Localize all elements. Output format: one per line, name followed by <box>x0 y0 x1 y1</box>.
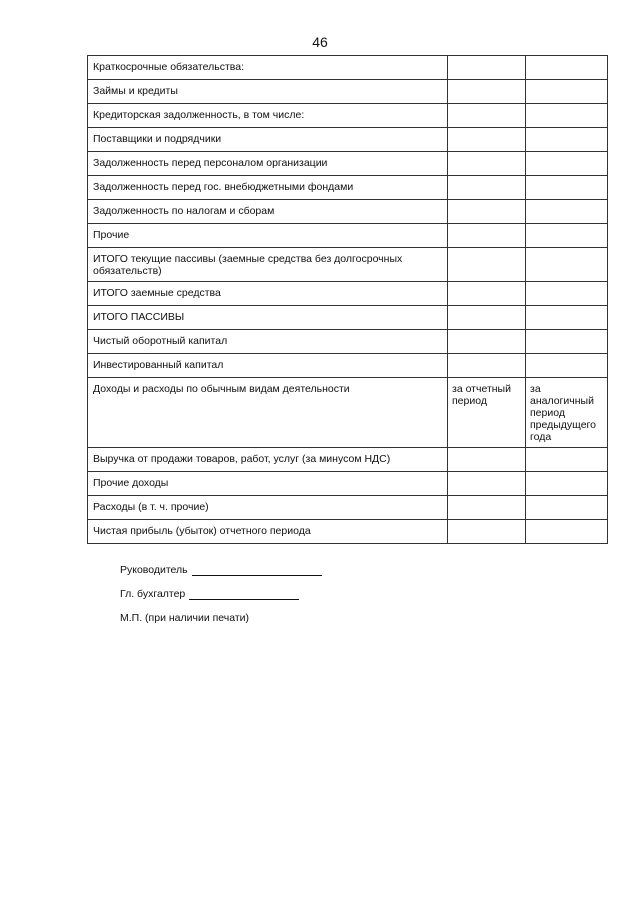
table-row <box>88 472 608 496</box>
row-label: Прочие доходы <box>88 472 448 496</box>
row-label: Чистый оборотный капитал <box>88 330 448 354</box>
row-label: Выручка от продажи товаров, работ, услуг (за минусом НДС) <box>88 448 448 472</box>
value-cell-current[interactable] <box>448 282 526 306</box>
row-label: Займы и кредиты <box>88 80 448 104</box>
value-cell-previous[interactable] <box>526 448 608 472</box>
value-cell-current[interactable] <box>448 104 526 128</box>
value-cell-current[interactable] <box>448 128 526 152</box>
value-cell-previous[interactable] <box>526 128 608 152</box>
accountant-signature-line <box>120 588 322 600</box>
table-row <box>88 56 608 80</box>
value-cell-previous[interactable] <box>526 152 608 176</box>
value-cell-previous[interactable] <box>526 330 608 354</box>
director-signature-line <box>120 564 322 576</box>
value-cell-previous[interactable] <box>526 248 608 282</box>
value-cell-current[interactable] <box>448 200 526 224</box>
table-row <box>88 306 608 330</box>
row-label: Чистая прибыль (убыток) отчетного периода <box>88 520 448 544</box>
table-row <box>88 80 608 104</box>
value-cell-current[interactable] <box>448 224 526 248</box>
value-cell-previous[interactable] <box>526 496 608 520</box>
value-cell-previous[interactable] <box>526 80 608 104</box>
table-row <box>88 448 608 472</box>
signature-block <box>120 564 322 636</box>
row-label: Задолженность перед персоналом организации <box>88 152 448 176</box>
value-cell-previous[interactable] <box>526 176 608 200</box>
page-number: 46 <box>312 34 328 50</box>
value-cell-current[interactable] <box>448 176 526 200</box>
table-row <box>88 224 608 248</box>
table-row <box>88 282 608 306</box>
row-label: Краткосрочные обязательства: <box>88 56 448 80</box>
value-cell-current[interactable] <box>448 496 526 520</box>
row-label: Кредиторская задолженность, в том числе: <box>88 104 448 128</box>
table-row <box>88 104 608 128</box>
director-signature-field[interactable] <box>192 565 322 576</box>
table-row <box>88 128 608 152</box>
row-label: Прочие <box>88 224 448 248</box>
value-cell-previous[interactable] <box>526 104 608 128</box>
column-header-current-period: за отчетный период <box>448 378 526 448</box>
chief-accountant-label: Гл. бухгалтер <box>120 588 186 600</box>
value-cell-current[interactable] <box>448 80 526 104</box>
value-cell-previous[interactable] <box>526 520 608 544</box>
seal-note <box>120 612 322 624</box>
value-cell-current[interactable] <box>448 448 526 472</box>
table-row <box>88 520 608 544</box>
table-row <box>88 176 608 200</box>
row-label: Задолженность перед гос. внебюджетными фондами <box>88 176 448 200</box>
row-label: Задолженность по налогам и сборам <box>88 200 448 224</box>
value-cell-previous[interactable] <box>526 354 608 378</box>
value-cell-current[interactable] <box>448 248 526 282</box>
row-label: Поставщики и подрядчики <box>88 128 448 152</box>
value-cell-previous[interactable] <box>526 56 608 80</box>
seal-label: М.П. (при наличии печати) <box>120 612 250 624</box>
value-cell-previous[interactable] <box>526 200 608 224</box>
value-cell-current[interactable] <box>448 330 526 354</box>
income-section-label: Доходы и расходы по обычным видам деятельности <box>88 378 448 448</box>
value-cell-current[interactable] <box>448 152 526 176</box>
row-label: ИТОГО текущие пассивы (заемные средства без долгосрочных обязательств) <box>88 248 448 282</box>
value-cell-previous[interactable] <box>526 224 608 248</box>
accountant-signature-field[interactable] <box>189 589 299 600</box>
value-cell-current[interactable] <box>448 472 526 496</box>
row-label: Расходы (в т. ч. прочие) <box>88 496 448 520</box>
table-row <box>88 200 608 224</box>
table-row <box>88 496 608 520</box>
value-cell-current[interactable] <box>448 56 526 80</box>
director-label: Руководитель <box>120 564 188 576</box>
table-row <box>88 152 608 176</box>
row-label: ИТОГО заемные средства <box>88 282 448 306</box>
column-header-previous-period: за аналогичный период предыдущего года <box>526 378 608 448</box>
row-label: Инвестированный капитал <box>88 354 448 378</box>
financial-report-table <box>87 55 608 544</box>
value-cell-current[interactable] <box>448 306 526 330</box>
table-row <box>88 330 608 354</box>
value-cell-previous[interactable] <box>526 306 608 330</box>
table-row <box>88 248 608 282</box>
value-cell-previous[interactable] <box>526 282 608 306</box>
income-header-row <box>88 378 608 448</box>
value-cell-current[interactable] <box>448 354 526 378</box>
value-cell-current[interactable] <box>448 520 526 544</box>
value-cell-previous[interactable] <box>526 472 608 496</box>
row-label: ИТОГО ПАССИВЫ <box>88 306 448 330</box>
table-row <box>88 354 608 378</box>
